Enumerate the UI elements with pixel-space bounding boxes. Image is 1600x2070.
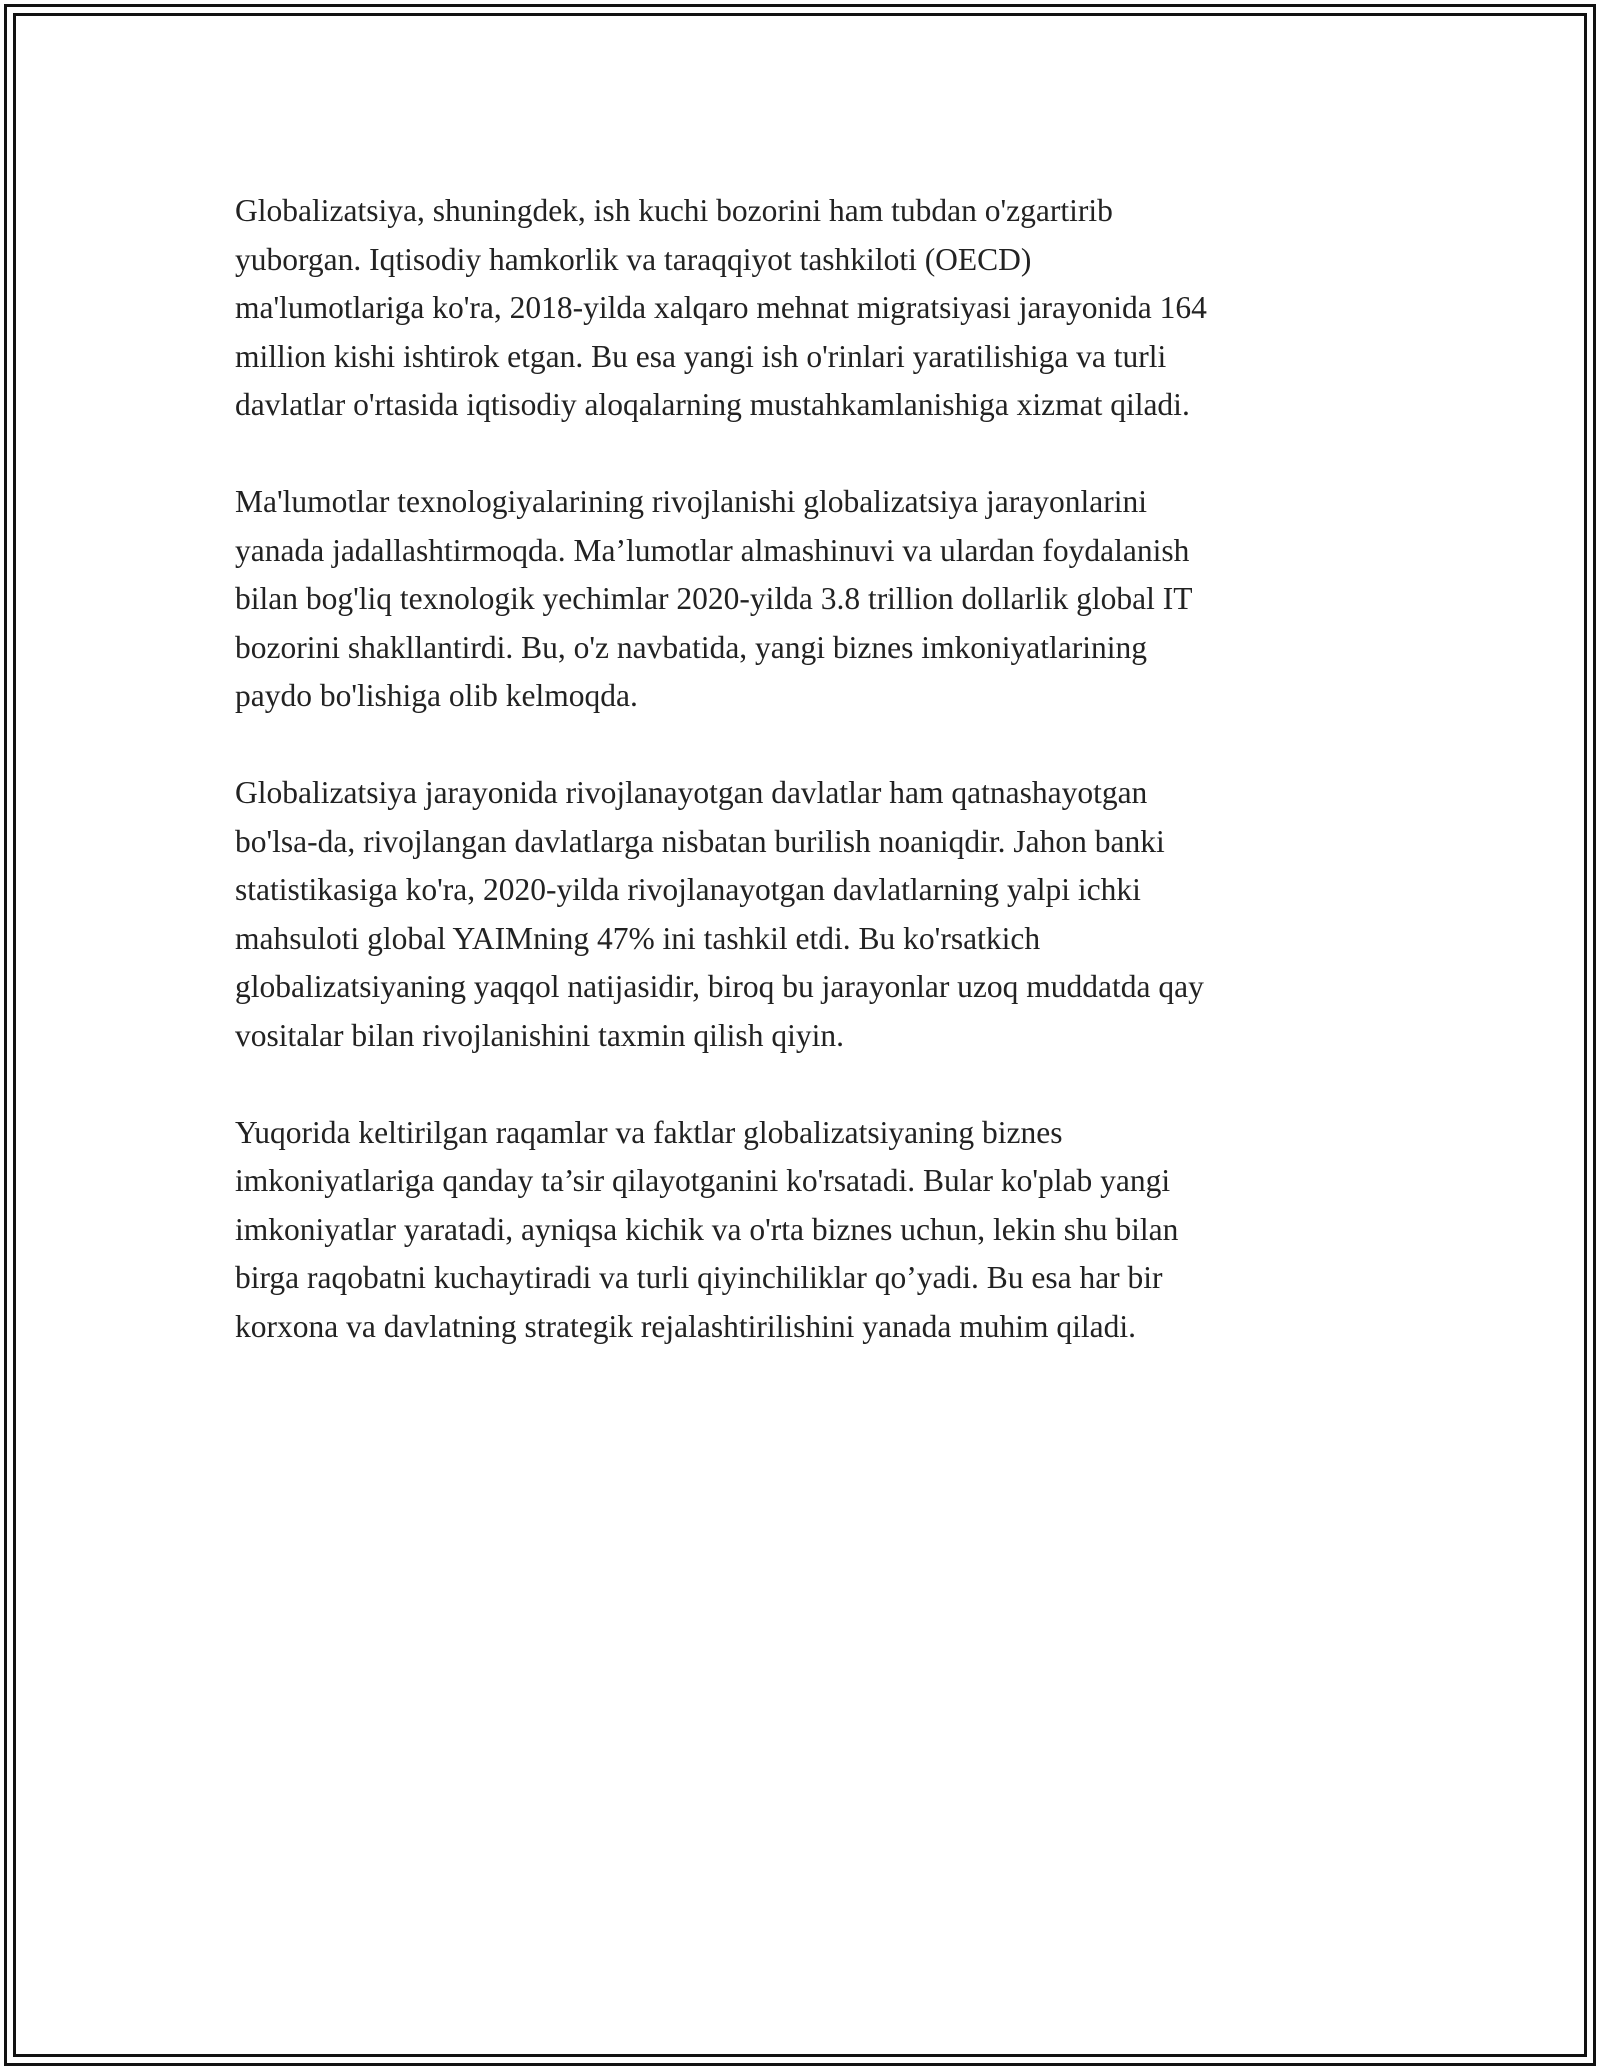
- text-line: bo'lsa-da, rivojlangan davlatlarga nisbatan burilish noaniqdir. Jahon banki: [235, 823, 1165, 859]
- text-line: paydo bo'lishiga olib kelmoqda.: [235, 678, 638, 713]
- text-line: yanada jadallashtirmoqda. Ma’lumotlar almashinuvi va ulardan foydalanish: [235, 532, 1190, 568]
- text-line: yuborgan. Iqtisodiy hamkorlik va taraqqiyot tashkiloti (OECD): [235, 241, 1032, 277]
- text-line: ma'lumotlariga ko'ra, 2018-yilda xalqaro mehnat migratsiyasi jarayonida 164: [235, 290, 1207, 325]
- text-line: bozorini shakllantirdi. Bu, o'z navbatida, yangi biznes imkoniyatlarining: [235, 629, 1147, 665]
- text-line: globalizatsiyaning yaqqol natijasidir, biroq bu jarayonlar uzoq muddatda qay: [235, 969, 1204, 1004]
- paragraph-information-technology: [235, 478, 1395, 721]
- text-line: Yuqorida keltirilgan raqamlar va faktlar globalizatsiyaning biznes: [235, 1114, 1063, 1150]
- paragraph-labor-market: [235, 187, 1395, 430]
- text-line: imkoniyatlariga qanday ta’sir qilayotganini ko'rsatadi. Bular ko'plab yangi: [235, 1163, 1171, 1198]
- text-line: mahsuloti global YAIMning 47% ini tashkil etdi. Bu ko'rsatkich: [235, 920, 1041, 956]
- text-line: Globalizatsiya, shuningdek, ish kuchi bozorini ham tubdan o'zgartirib: [235, 193, 1113, 228]
- text-line: imkoniyatlar yaratadi, ayniqsa kichik va o'rta biznes uchun, lekin shu bilan: [235, 1211, 1179, 1247]
- paragraph-developing-countries: [235, 769, 1395, 1060]
- text-line: birga raqobatni kuchaytiradi va turli qiyinchiliklar qo’yadi. Bu esa har bir: [235, 1260, 1163, 1295]
- text-line: korxona va davlatning strategik rejalashtirilishini yanada muhim qiladi.: [235, 1308, 1137, 1344]
- text-line: million kishi ishtirok etgan. Bu esa yangi ish o'rinlari yaratilishiga va turli: [235, 338, 1167, 374]
- text-line: vositalar bilan rivojlanishini taxmin qilish qiyin.: [235, 1017, 844, 1053]
- text-line: Globalizatsiya jarayonida rivojlanayotgan davlatlar ham qatnashayotgan: [235, 775, 1148, 810]
- text-line: bilan bog'liq texnologik yechimlar 2020-yilda 3.8 trillion dollarlik global IT: [235, 581, 1193, 616]
- text-line: davlatlar o'rtasida iqtisodiy aloqalarning mustahkamlanishiga xizmat qiladi.: [235, 387, 1190, 422]
- text-line: statistikasiga ko'ra, 2020-yilda rivojlanayotgan davlatlarning yalpi ichki: [235, 872, 1141, 907]
- document-body: [235, 187, 1395, 1400]
- text-line: Ma'lumotlar texnologiyalarining rivojlanishi globalizatsiya jarayonlarini: [235, 484, 1147, 519]
- paragraph-conclusion: [235, 1109, 1395, 1352]
